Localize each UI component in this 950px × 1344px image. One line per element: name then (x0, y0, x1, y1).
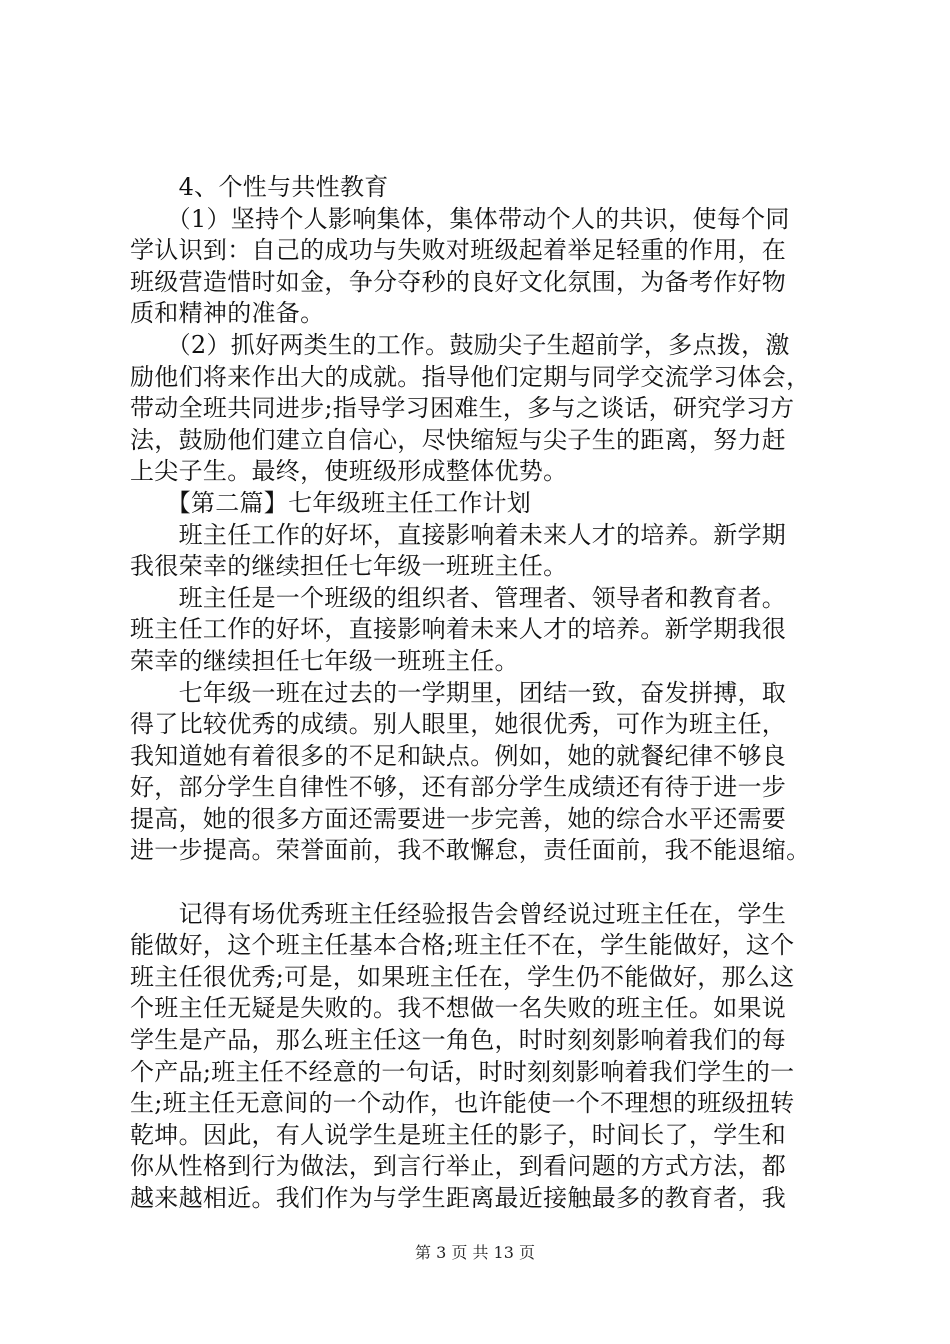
blank-line (130, 867, 840, 899)
paragraph-line: 好，部分学生自律性不够，还有部分学生成绩还有待于进一步 (130, 773, 787, 802)
paragraph-line: 乾坤。因此，有人说学生是班主任的影子，时间长了，学生和 (130, 1120, 787, 1149)
paragraph-line: 得了比较优秀的成绩。别人眼里，她很优秀，可作为班主任， (130, 710, 787, 739)
paragraph-line: 我知道她有着很多的不足和缺点。例如，她的就餐纪律不够良 (130, 741, 787, 770)
page-number-footer: 第 3 页 共 13 页 (415, 1243, 535, 1262)
paragraph-line: 班主任是一个班级的组织者、管理者、领导者和教育者。 (130, 583, 787, 612)
paragraph-line: 班主任很优秀;可是，如果班主任在，学生仍不能做好，那么这 (130, 962, 795, 991)
chapter-title: 【第二篇】七年级班主任工作计划 (130, 488, 532, 517)
paragraph-line: （2）抓好两类生的工作。鼓励尖子生超前学，多点拨，激 (130, 330, 790, 359)
paragraph-line: （1）坚持个人影响集体，集体带动个人的共识，使每个同 (130, 204, 790, 233)
paragraph-line: 班级营造惜时如金，争分夺秒的良好文化氛围，为备考作好物 (130, 267, 787, 296)
paragraph-line: 励他们将来作出大的成就。指导他们定期与同学交流学习体会， (130, 362, 811, 391)
paragraph-line: 班主任工作的好坏，直接影响着未来人才的培养。新学期 (130, 520, 787, 549)
paragraph-line: 学认识到：自己的成功与失败对班级起着举足轻重的作用，在 (130, 236, 787, 265)
paragraph-line: 越来越相近。我们作为与学生距离最近接触最多的教育者，我 (130, 1184, 787, 1212)
document-body (130, 172, 840, 1215)
paragraph-line: 你从性格到行为做法，到言行举止，到看问题的方式方法，都 (130, 1152, 787, 1181)
paragraph-line: 我很荣幸的继续担任七年级一班班主任。 (130, 552, 568, 581)
paragraph-line: 荣幸的继续担任七年级一班班主任。 (130, 646, 519, 675)
paragraph-line: 记得有场优秀班主任经验报告会曾经说过班主任在，学生 (130, 899, 787, 928)
paragraph-line: 能做好，这个班主任基本合格;班主任不在，学生能做好，这个 (130, 931, 795, 960)
paragraph-line: 学生是产品，那么班主任这一角色，时时刻刻影响着我们的每 (130, 1026, 787, 1055)
paragraph-line: 个产品;班主任不经意的一句话，时时刻刻影响着我们学生的一 (130, 1057, 795, 1086)
paragraph-line: 个班主任无疑是失败的。我不想做一名失败的班主任。如果说 (130, 994, 787, 1023)
paragraph-line: 带动全班共同进步;指导学习困难生，多与之谈话，研究学习方 (130, 394, 795, 423)
section-heading: 4、个性与共性教育 (130, 173, 389, 201)
paragraph-line: 质和精神的准备。 (130, 299, 325, 328)
paragraph-line: 生;班主任无意间的一个动作，也许能使一个不理想的班级扭转 (130, 1089, 795, 1118)
paragraph-line: 法，鼓励他们建立自信心，尽快缩短与尖子生的距离，努力赶 (130, 425, 787, 454)
paragraph-line: 上尖子生。最终，使班级形成整体优势。 (130, 457, 568, 486)
paragraph-line: 进一步提高。荣誉面前，我不敢懈怠，责任面前，我不能退缩。 (130, 836, 811, 865)
paragraph-line: 提高，她的很多方面还需要进一步完善，她的综合水平还需要 (130, 804, 787, 833)
paragraph-line: 班主任工作的好坏，直接影响着未来人才的培养。新学期我很 (130, 615, 787, 644)
paragraph-line: 七年级一班在过去的一学期里，团结一致，奋发拼搏，取 (130, 678, 787, 707)
